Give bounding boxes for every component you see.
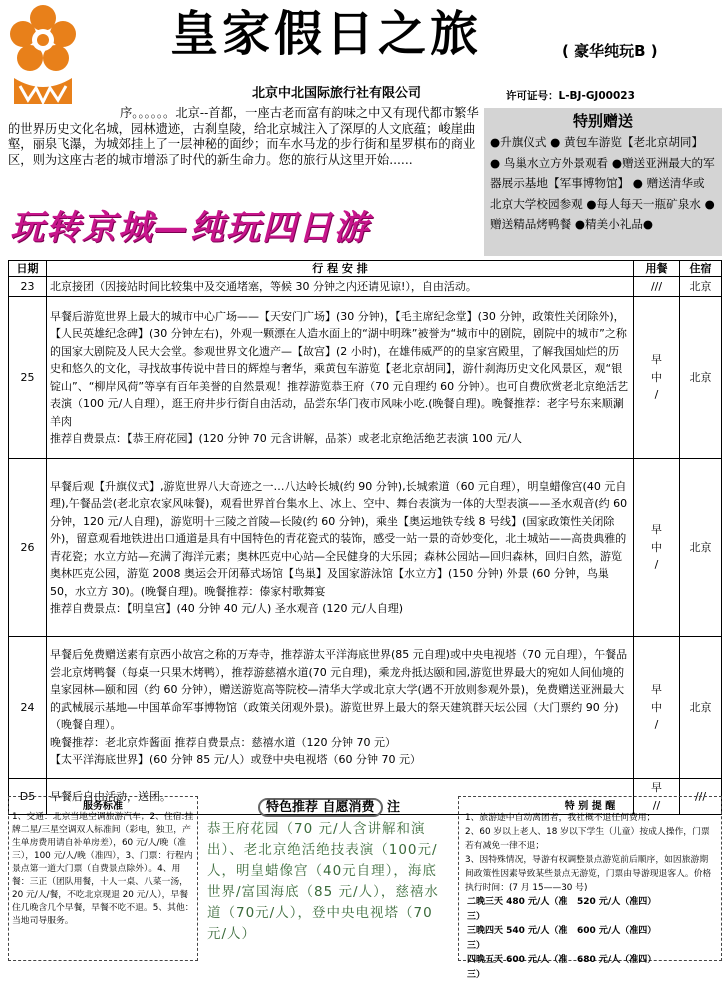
feature-title: 特色推荐	[265, 800, 318, 815]
reminder-box	[458, 796, 722, 980]
table-row	[9, 459, 722, 637]
meal-lunch: 中	[651, 540, 662, 554]
special-gift-box	[484, 108, 722, 256]
row-date: 25	[9, 297, 47, 459]
table-row	[9, 277, 722, 297]
meal-lunch: 中	[651, 700, 662, 714]
feature-title-pill	[258, 798, 383, 817]
row-date: 24	[9, 637, 47, 779]
price-tier4: 680 元/人（准四）	[577, 955, 657, 965]
header-meal: 用餐	[634, 261, 680, 277]
meal-dinner: /	[654, 718, 659, 732]
row-desc: 早餐后观【升旗仪式】,游览世界八大奇迹之一…八达岭长城(约 90 分钟),长城索道（60 元自理），明皇蜡像宫(40 元自理),午餐品尝(老北京农家风味餐)，观看世界首台集水上、冰上、空中、舞台表演为一体的大型表演——圣水观音(约 60 分钟，120 元/人自理)，游览明十三陵之首陵—长陵(约 60 分钟)，乘坐【奥运地铁专线 8 号线】(国家政策性关闭除外)，留意观看地铁进出口通道是具有中国特色的青花瓷式的装饰，感受一站一景的奇妙变化，北土城站——高贵典雅的青花瓷；水立方站—充满了海洋元素；奥林匹克中心站—全民健身的大乐园；森林公园站—回归森林，回归自然，游览奥林匹克公园，游览 2008 奥运会开闭幕式场馆【鸟巢】及国家游泳馆【水立方】(150 分钟) 外景 (60 分钟，鸟巢 50，水立方 30)。(晚餐自理)。晚餐推荐：傣家村歌舞宴 推荐自费景点：【明皇宫】(40 分钟 40 元/人) 圣水观音 (120 元/人自理)	[47, 459, 634, 637]
intro-text: 序。。。。。。北京--首都，一座古老而富有韵味之中又有现代都市繁华的世界历史文化名城，园林遗迹，古刹皇陵，给北京城注入了深厚的人文底蕴；峻崖曲壑，丽泉飞瀑，为城郊挂上了一层神秘的面纱；而车水马龙的步行街和星罗棋布的商业区，则为这座古老的城市增添了时代的新生命力。您的旅行从这里开始......	[8, 106, 479, 167]
meal-dinner: /	[654, 558, 659, 572]
meal-breakfast: 早	[651, 781, 662, 794]
price-row	[467, 953, 713, 982]
company-name: 北京中北国际旅行社有限公司	[252, 86, 422, 101]
service-title: 服务标准	[83, 801, 123, 812]
price-row	[467, 924, 713, 953]
row-desc: 早餐后游览世界上最大的城市中心广场——【天安门广场】(30 分钟)，【毛主席纪念堂】(30 分钟，政策性关闭除外)，【人民英雄纪念碑】(30 分钟左右)，外观一颗漂在人造水面上的“湖中明珠”被誉为“城市中的剧院，剧院中的城市”之称的国家大剧院及人民大会堂。参观世界文化遗产—【故宫】(2 小时)，在雄伟威严的的皇家宫殿里，了解我国灿烂的历史和悠久的文化，寻找故事传说中昔日的辉煌与奢华，乘黄包车游览【老北京胡同】，游什刹海历史文化风景区，观“银锭山”、“柳岸风荷”等享有百年美誉的自然景观！推荐游览恭王府（70 元自理约 60 分钟）。也可自费欣赏老北京绝活艺表演（100 元/人自理），逛王府井步行街自由活动，品尝东华门夜市风味小吃.(晚餐自理)。晚餐推荐：老字号东来顺涮羊肉 推荐自费景点：【恭王府花园】(120 分钟 70 元含讲解，品茶）或老北京绝活绝艺表演 100 元/人	[47, 297, 634, 459]
price-row	[467, 895, 713, 924]
row-stay: 北京	[680, 637, 722, 779]
row-date: 26	[9, 459, 47, 637]
price-tier4: 600 元/人（准四）	[577, 926, 657, 936]
price-tier3: 四晚五天 600 元/人（准三）	[467, 955, 568, 980]
header-itinerary: 行 程 安 排	[47, 261, 634, 277]
intro-section	[8, 106, 480, 168]
row-date: D5	[9, 779, 47, 815]
meal-breakfast: 早	[651, 353, 662, 367]
header-stay: 住宿	[680, 261, 722, 277]
price-tier3: 二晚三天 480 元/人（准三）	[467, 897, 568, 922]
feature-note: 注	[387, 800, 401, 815]
service-standard-box	[8, 796, 198, 961]
itinerary-table	[8, 260, 722, 815]
row-meal	[634, 637, 680, 779]
row-meal	[634, 297, 680, 459]
license-number: 许可证号：L-BJ-GJ00023	[506, 90, 635, 102]
feature-header	[203, 797, 455, 819]
slogan-banner: 玩转京城—纯玩四日游	[10, 208, 370, 248]
row-stay: 北京	[680, 459, 722, 637]
row-stay: 北京	[680, 297, 722, 459]
row-stay: 北京	[680, 277, 722, 297]
row-date: 23	[9, 277, 47, 297]
company-logo	[8, 4, 78, 106]
row-meal	[634, 459, 680, 637]
reminder-item-3: 3、因特殊情况，导游有权调整景点游览前后顺序，如因旅游期间政策性因素导致某些景点无游览，门票由导游现退客人。价格执行时间：(7 月 15——30 号)	[465, 855, 712, 893]
header-date: 日期	[9, 261, 47, 277]
row-desc: 北京接团（因接站时间比较集中及交通堵塞，等候 30 分钟之内还请见谅!），自由活动。	[47, 277, 634, 297]
gift-list: ●升旗仪式 ● 黄包车游览【老北京胡同】 ● 鸟巢水立方外景观看 ●赠送亚洲最大的军器展示基地【军事博物馆】 ● 赠送清华或北京大学校园参观 ●每人每天一瓶矿泉水 ● 赠送精品烤鸭餐 ●精美小礼品●	[490, 135, 715, 231]
feature-box	[202, 796, 456, 961]
reminder-item-1: 1、旅游途中自动离团者，我社概不退任何费用；	[465, 813, 656, 823]
table-row	[9, 297, 722, 459]
price-tier4: 520 元/人（准四）	[577, 897, 657, 907]
meal-breakfast: 早	[651, 523, 662, 537]
feature-title2: 自愿消费	[322, 800, 375, 815]
price-tier3: 三晚四天 540 元/人（准三）	[467, 926, 568, 951]
meal-lunch: 中	[651, 370, 662, 384]
service-text: 1、交通：北京当地空调旅游汽车；2、住宿:挂牌二星/三星空调双人标准间（彩电，独卫，产生单房费用请自补单房差），60 元/人/晚（准三），100 元/人/晚（准四），3、门票：行程内景点第一道大门票（自费景点除外）。4、用餐：三正（团队用餐，十人一桌、八菜一汤，20 元/人/餐，不吃北京现退 20 元/人），早餐住几晚含几个早餐，早餐不吃不退。5、其他：当地司导服务。	[12, 812, 194, 926]
table-row	[9, 637, 722, 779]
package-subtitle: ( 豪华纯玩B )	[562, 42, 658, 60]
feature-text: 恭王府花园（70 元/人含讲解和演出）、老北京绝活绝技表演（100元/人，明皇蜡像宫（40元自理），海底世界/富国海底（85 元/人），慈禧水道（70元/人），登中央电视塔（70元/人）	[207, 821, 439, 942]
row-desc: 早餐后免费赠送素有京西小故宫之称的万寿寺，推荐游太平洋海底世界(85 元自理)或中央电视塔（70 元自理），午餐品尝北京烤鸭餐（每桌一只果木烤鸭），推荐游慈禧水道(70 元自理)，乘龙舟抵达颐和园,游览世界最大的宛如人间仙境的皇家园林—颐和园（约 60 分钟），赠送游览高等院校—清华大学或北京大学(遇不开放则参观外景)，免费赠送亚洲最大的武械展示基地—中国革命军事博物馆（政策关闭观外景)。游览世界上最大的祭天建筑群天坛公园（大门票约 90 分)（晚餐自理）。 晚餐推荐：老北京炸酱面 推荐自费景点：慈禧水道（120 分钟 70 元） 【太平洋海底世界】(60 分钟 85 元/人）或登中央电视塔（60 分钟 70 元）	[47, 637, 634, 779]
reminder-title: 特 别 提 醒	[564, 801, 616, 812]
page-title: 皇家假日之旅	[170, 6, 483, 62]
row-meal: ///	[634, 277, 680, 297]
row-stay: ///	[680, 779, 722, 815]
meal-lunch: //	[652, 798, 661, 812]
row-desc: 早餐后自由活动，送团。	[47, 779, 634, 815]
meal-breakfast: 早	[651, 683, 662, 697]
gift-title: 特别赠送	[572, 112, 633, 130]
table-header-row	[9, 261, 722, 277]
meal-dinner: /	[654, 388, 659, 402]
reminder-item-2: 2、60 岁以上老人、18 岁以下学生（儿童）按成人操作，门票若有减免一律不退；	[465, 827, 710, 851]
price-list	[459, 895, 721, 982]
